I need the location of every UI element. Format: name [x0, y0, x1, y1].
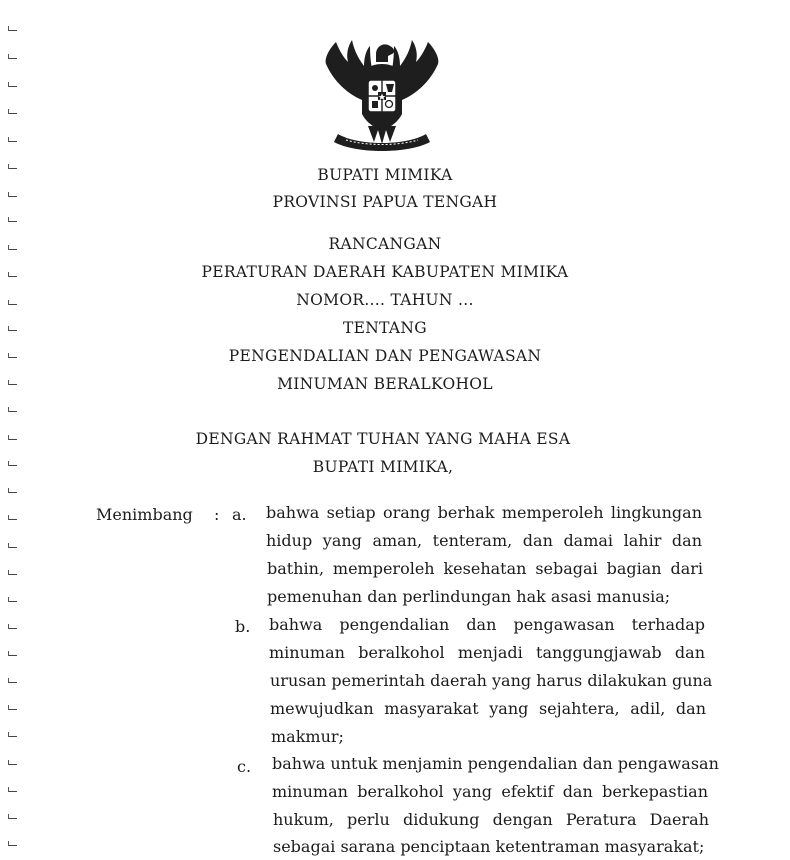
considering-colon: :: [214, 505, 220, 524]
item-b-line: makmur;: [271, 727, 344, 746]
considering-label: Menimbang: [96, 505, 193, 524]
draft-label: RANCANGAN: [328, 235, 442, 253]
subject-line-1: PENGENDALIAN DAN PENGAWASAN: [228, 347, 542, 365]
item-c-line: minuman beralkohol yang efektif dan berkepastian: [272, 782, 708, 801]
item-letter-b: b.: [235, 617, 251, 636]
item-letter-a: a.: [232, 505, 247, 524]
preamble-line-1: DENGAN RAHMAT TUHAN YANG MAHA ESA: [195, 430, 571, 448]
item-b-line: urusan pemerintah daerah yang harus dilakukan guna: [270, 671, 713, 690]
item-c-line: sebagai sarana penciptaan ketentraman masyarakat;: [273, 837, 705, 856]
preamble-line-2: BUPATI MIMIKA,: [312, 458, 454, 476]
item-a-line: bathin, memperoleh kesehatan sebagai bagian dari: [267, 559, 703, 578]
about-line: TENTANG: [343, 319, 427, 337]
subject-line-2: MINUMAN BERALKOHOL: [277, 375, 493, 393]
item-c-line: bahwa untuk menjamin pengendalian dan pengawasan: [272, 754, 719, 773]
item-b-line: mewujudkan masyarakat yang sejahtera, adil, dan: [270, 699, 706, 718]
item-a-line: bahwa setiap orang berhak memperoleh lingkungan: [266, 503, 702, 522]
number-line: NOMOR.... TAHUN ...: [296, 291, 474, 309]
item-b-line: bahwa pengendalian dan pengawasan terhadap: [269, 615, 705, 634]
item-letter-c: c.: [237, 757, 252, 776]
item-b-line: minuman beralkohol menjadi tanggungjawab dan: [269, 643, 705, 662]
regulation-line: PERATURAN DAERAH KABUPATEN MIMIKA: [201, 263, 569, 281]
item-a-line: pemenuhan dan perlindungan hak asasi manusia;: [267, 587, 671, 606]
title-line-2: PROVINSI PAPUA TENGAH: [272, 193, 498, 211]
title-line-1: BUPATI MIMIKA: [317, 166, 453, 184]
item-a-line: hidup yang aman, tenteram, dan damai lahir dan: [266, 531, 702, 550]
item-c-line: hukum, perlu didukung dengan Peratura Daerah: [273, 810, 709, 829]
garuda-emblem-icon: [318, 34, 446, 152]
